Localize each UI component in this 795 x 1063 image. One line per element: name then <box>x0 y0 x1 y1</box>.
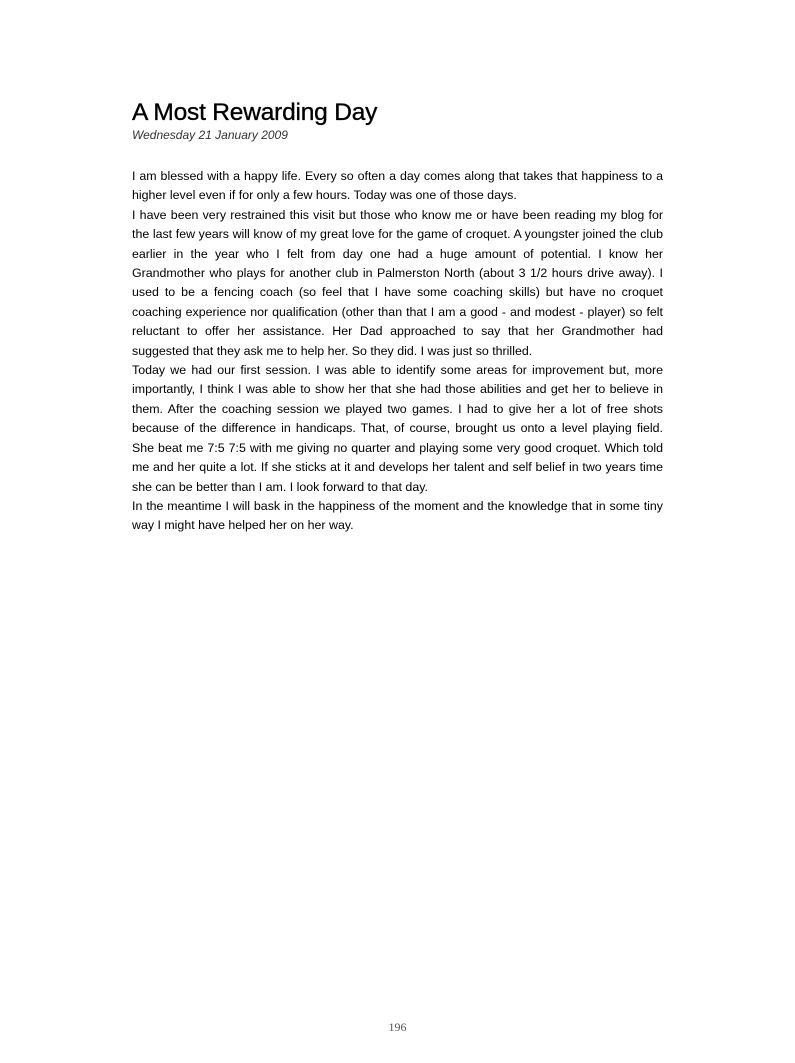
blog-post <box>132 98 663 536</box>
post-paragraph: In the meantime I will bask in the happiness of the moment and the knowledge that in some tiny way I might have helped her on her way. <box>132 498 663 533</box>
post-title: A Most Rewarding Day <box>132 99 378 126</box>
post-paragraph: I am blessed with a happy life. Every so often a day comes along that takes that happiness to a higher level even if for only a few hours. Today was one of those days. <box>132 169 663 203</box>
post-paragraph: I have been very restrained this visit but those who know me or have been reading my blog for the last few years will know of my great love for the game of croquet. A youngster joined the club earlier in the year who I felt from day one had a huge amount of potential. I know her Grandmother who plays for another club in Palmerston North (about 3 1/2 hours drive away). I used to be a fencing coach (so feel that I have some coaching skills) but have no croquet coaching experience nor qualification (other than that I am a good - and modest - player) so felt reluctant to offer her assistance. Her Dad approached to say that her Grandmother had suggested that they ask me to help her. So they did. I was just so thrilled. <box>132 207 663 358</box>
post-date: Wednesday 21 January 2009 <box>132 128 288 142</box>
post-paragraph: Today we had our first session. I was able to identify some areas for improvement but, more importantly, I think I was able to show her that she had those abilities and get her to believe in them. After the coaching session we played two games. I had to give her a lot of free shots because of the difference in handicaps. That, of course, brought us onto a level playing field. She beat me 7:5 7:5 with me giving no quarter and playing some very good croquet. Which told me and her quite a lot. If she sticks at it and develops her talent and self belief in two years time she can be better than I am. I look forward to that day. <box>132 363 663 494</box>
page-number: 196 <box>388 1020 407 1034</box>
post-body <box>132 167 663 536</box>
